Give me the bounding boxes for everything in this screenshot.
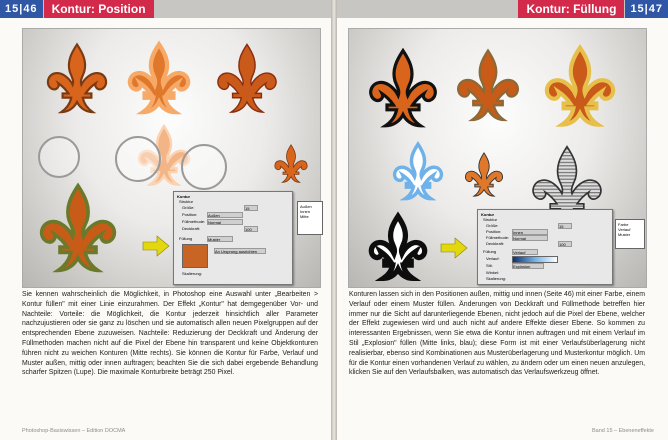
fill-type-select[interactable]: Muster: [207, 236, 233, 242]
pointer-arrow-icon: [441, 238, 467, 258]
right-footer: Band 15 – Ebeneneffekte: [592, 428, 654, 434]
magnifier-lens-1: [39, 137, 79, 177]
stroke-dialog-left: [173, 191, 293, 285]
right-page: [337, 0, 668, 440]
left-footer: Photoshop-Basiswissen – Edition DOCMA: [22, 428, 126, 434]
fill-type-select[interactable]: Verlauf: [512, 249, 538, 255]
left-page-number: 15|46: [0, 0, 43, 18]
position-options-callout: [297, 201, 323, 235]
left-header-bar: [0, 0, 331, 18]
option-outside[interactable]: Außen: [300, 204, 312, 209]
fill-type-label: Füllung: [483, 249, 497, 254]
opacity-field[interactable]: 100: [244, 226, 258, 232]
scale-label: Skalierung:: [486, 276, 507, 281]
scale-label: Skalierung:: [182, 271, 203, 276]
position-label: Position:: [182, 212, 198, 217]
right-section-title: Kontur: Füllung: [518, 0, 624, 18]
left-section-title: Kontur: Position: [44, 0, 154, 18]
option-gradient[interactable]: Verlauf: [618, 227, 631, 232]
gradient-label: Verlauf:: [486, 256, 500, 261]
dialog-title: Kontur: [481, 212, 495, 217]
option-inside[interactable]: Innen: [300, 209, 311, 214]
fill-type-label: Füllung: [179, 236, 193, 241]
fleur-blue-gradient: [395, 144, 442, 199]
dialog-title: Kontur: [177, 194, 191, 199]
magnifier-lens-3: [182, 145, 226, 189]
blend-mode-select[interactable]: Normal: [512, 235, 548, 241]
stroke-dialog-right: [477, 209, 613, 285]
position-select[interactable]: Innen: [512, 229, 548, 235]
left-page: [0, 0, 331, 440]
fleur-inner-stroke: [218, 44, 276, 112]
blend-mode-label: Füllmethode:: [182, 219, 206, 224]
fleur-small: [275, 145, 307, 183]
pointer-arrow-icon: [143, 236, 169, 256]
dialog-group-label: Struktur: [179, 199, 194, 204]
style-label: Stil:: [486, 263, 493, 268]
size-field[interactable]: 15: [558, 223, 572, 229]
style-select[interactable]: Explosion: [512, 263, 544, 269]
size-label: Größe:: [182, 205, 195, 210]
magnifier-lens-2: [116, 137, 160, 181]
dialog-group-label: Struktur: [483, 217, 498, 222]
right-body-text: Konturen lassen sich in den Positionen außen, mittig und innen (Seite 46) mit einer Farbe, einem Verlauf oder einem Muster füllen. Änderungen von Deckkraft und Füllmethode betreffen hier immer nur die Sicht auf darunterliegende Ebenen, nicht jedoch auf die Pixel der Ebene, welcher der Effekt zugewiesen wird und auch nicht auf andere Effekte dieser Ebene. So kommen zu interessanten Ergebnissen, wenn Sie etwa die Kontur innen auftragen und mit einem Verlauf im Stil „Explosion" füllen (Mitte links, blau); diese Form ist mit einer Verlaufsüberlagerung nicht realisierbar, ebenso sind Kombinationen aus Musterüberlagerung und Musterkontur möglich. Um für die Kontur einen vorhandenen Verlauf zu wählen, zu ändern oder um einen neuen anzulegen, klicken Sie auf den Verlaufsbalken, was automatisch das Verlaufswerkzeug öffnet.: [349, 291, 645, 377]
fleur-small-orange: [465, 153, 502, 196]
option-pattern[interactable]: Muster: [618, 232, 631, 237]
opacity-field[interactable]: 100: [558, 241, 572, 247]
position-label: Position:: [486, 229, 502, 234]
fleur-center-stroke: [130, 44, 188, 112]
option-color[interactable]: Farbe: [618, 222, 629, 227]
right-page-number: 15|47: [625, 0, 668, 18]
left-figure: [22, 28, 321, 288]
angle-label: Winkel:: [486, 270, 500, 275]
position-select[interactable]: Außen: [207, 212, 243, 218]
fleur-gold-stroke: [547, 48, 613, 125]
option-center[interactable]: Mitte: [300, 214, 309, 219]
right-header-bar: [337, 0, 668, 18]
fleur-black-stroke: [371, 51, 436, 126]
snap-origin-button[interactable]: An Ursprung ausrichten: [214, 248, 266, 254]
fleur-outer-stroke: [48, 44, 106, 112]
fleur-pattern-stroke: [458, 50, 518, 120]
opacity-label: Deckkraft:: [486, 241, 505, 246]
size-label: Größe:: [486, 223, 499, 228]
blend-mode-select[interactable]: Normal: [207, 219, 243, 225]
fleur-black-white: [371, 216, 424, 278]
right-figure: [348, 28, 647, 288]
blend-mode-label: Füllmethode:: [486, 235, 510, 240]
left-body-text: Sie kennen wahrscheinlich die Möglichkeit, in Photoshop eine Auswahl unter „Bearbeiten > Kontur füllen" mit einer Linie einzurahmen. Der Effekt „Kontur" hat demgegenüber Vor- und Nachteile: Vorteile: die Möglichkeit, die Kontur jederzeit hinsichtlich aller Parameter nachzujustieren oder sie ganz zu löschen und sie automatisch allen neuen Pixelgruppen auf der entsprechenden Ebene zuzuweisen. Nachteile: Reduzierung der Deckkraft und Änderung der Füllmethoden machen nicht auf die Pixel der Ebene hin transparent und keine Objektkonturen führen nicht zu weichen Konturen (Mitte rechts). Sie können die Kontur für Farbe, Verlauf und Muster außen, mittig oder innen auftragen; beachten Sie die sich dabei ergebende Behandlung scharfer Spitzen (Lupe). Die maximale Konturbreite beträgt 250 Pixel.: [22, 291, 318, 377]
opacity-label: Deckkraft:: [182, 226, 201, 231]
pattern-swatch[interactable]: [182, 244, 208, 268]
size-field[interactable]: 15: [244, 205, 258, 211]
fleur-green-stroke: [42, 186, 115, 271]
gradient-bar[interactable]: [512, 256, 558, 263]
fill-type-callout: [615, 219, 645, 249]
